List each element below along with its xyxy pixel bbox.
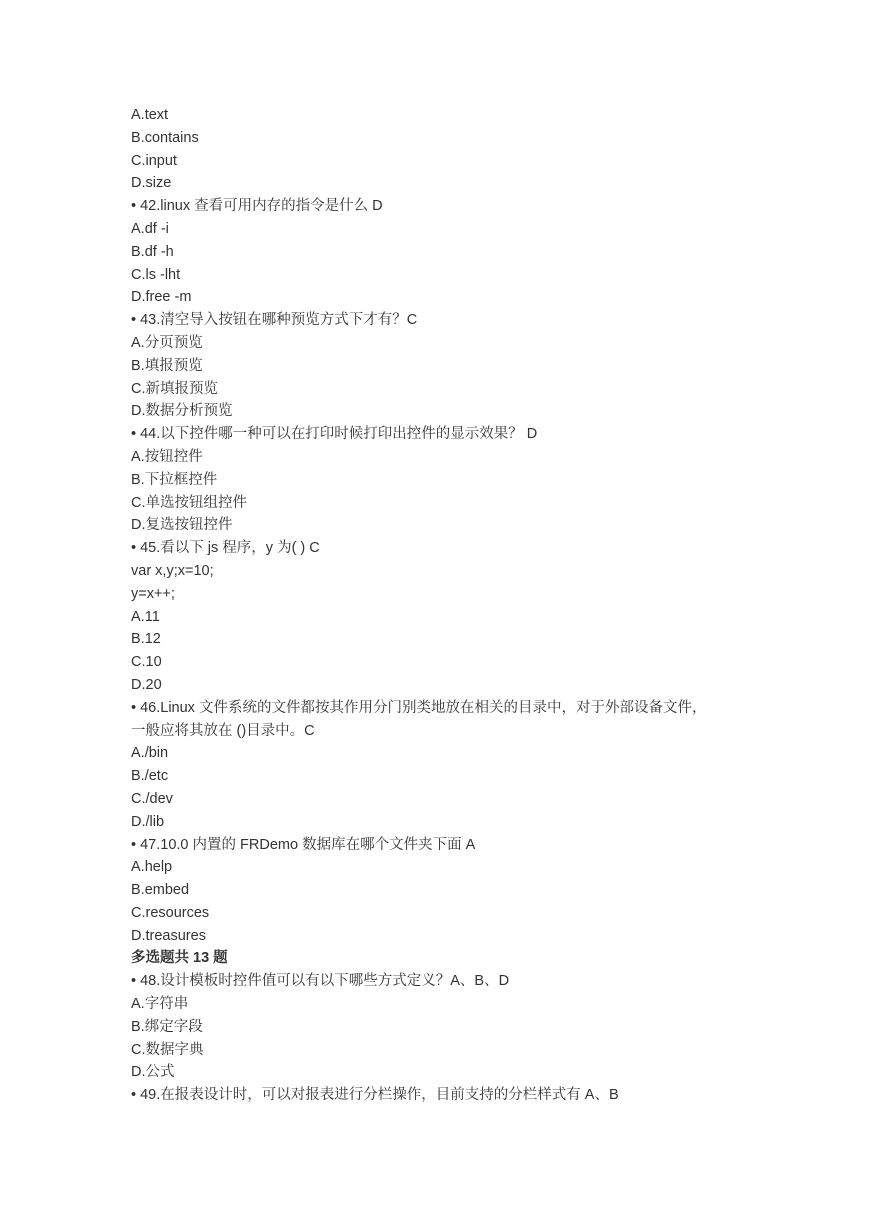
text-line: C.ls -lht: [131, 266, 181, 283]
text-line: A.按钮控件: [131, 448, 203, 465]
text-line: D.20: [131, 676, 162, 693]
text-line: • 42.linux 查看可用内存的指令是什么 D: [131, 198, 383, 215]
text-line: • 48.设计模板时控件值可以有以下哪些方式定义？A、B、D: [131, 973, 510, 990]
text-line: A.help: [131, 859, 173, 876]
text-line: B.contains: [131, 129, 199, 146]
text-line: • 44.以下控件哪一种可以在打印时候打印出控件的显示效果？ D: [131, 426, 538, 443]
text-line: • 49.在报表设计时，可以对报表进行分栏操作，目前支持的分栏样式有 A、B: [131, 1087, 619, 1104]
text-line: D.treasures: [131, 927, 206, 944]
text-line: A./bin: [131, 745, 169, 762]
text-line: A.df -i: [131, 220, 169, 237]
text-line: B.df -h: [131, 243, 174, 260]
text-line: B./etc: [131, 768, 169, 785]
text-line: B.下拉框控件: [131, 471, 218, 488]
text-line: D.数据分析预览: [131, 403, 233, 420]
text-line: D.复选按钮控件: [131, 517, 233, 534]
text-line: C.新填报预览: [131, 380, 218, 397]
text-line: C.resources: [131, 904, 210, 921]
text-line: B.绑定字段: [131, 1018, 203, 1035]
text-line: D./lib: [131, 813, 165, 830]
text-line: • 43.清空导入按钮在哪种预览方式下才有？C: [131, 312, 418, 329]
text-line: A.分页预览: [131, 334, 203, 351]
text-line: D.公式: [131, 1064, 175, 1081]
text-line: D.size: [131, 175, 172, 192]
text-line: 一般应将其放在 ()目录中。C: [131, 722, 315, 739]
text-line: • 47.10.0 内置的 FRDemo 数据库在哪个文件夹下面 A: [131, 836, 476, 853]
text-line: B.12: [131, 631, 161, 648]
section-heading: 多选题共 13 题: [131, 950, 228, 967]
text-line: D.free -m: [131, 289, 192, 306]
text-line: C.input: [131, 152, 177, 169]
text-line: C./dev: [131, 790, 173, 807]
text-line: B.embed: [131, 882, 190, 899]
document-page: [131, 104, 771, 1107]
text-line: B.填报预览: [131, 357, 203, 374]
text-line: • 46.Linux 文件系统的文件都按其作用分门别类地放在相关的目录中，对于外部设备文件，: [131, 699, 707, 716]
text-line: A.text: [131, 107, 169, 123]
text-line: C.10: [131, 654, 162, 671]
text-line: A.11: [131, 608, 160, 625]
text-line: y=x++;: [131, 585, 175, 602]
text-line: var x,y;x=10;: [131, 562, 214, 579]
text-line: A.字符串: [131, 996, 189, 1013]
text-line: C.数据字典: [131, 1041, 204, 1058]
text-line: C.单选按钮组控件: [131, 494, 247, 511]
text-line: • 45.看以下 js 程序，y 为( ) C: [131, 540, 320, 557]
